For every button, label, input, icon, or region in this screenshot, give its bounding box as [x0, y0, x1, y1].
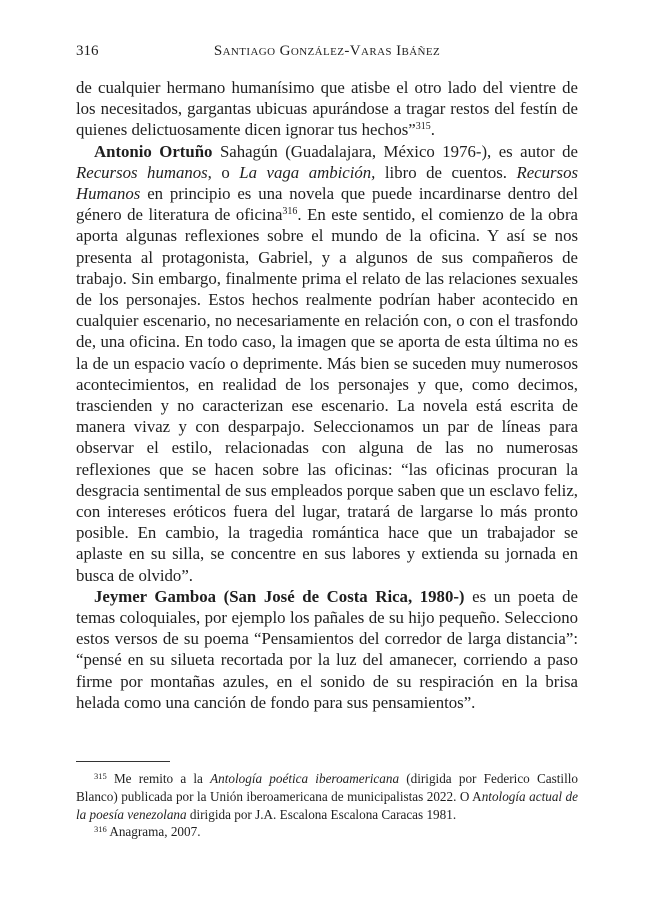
book-title: Recursos Humanos — [76, 162, 578, 204]
paragraph-text: . — [430, 120, 435, 140]
footnote-text: dirigida por J.A. Escalona Escalona Caracas 1981. — [186, 806, 457, 822]
footnote-text: (dirigida por Federico Castillo Blanco) publicada por la Unión iberoamericana de municipalistas 2022. O A — [76, 771, 578, 804]
footnote-divider — [76, 761, 170, 762]
paragraph-text: libro de cuentos. — [375, 162, 517, 182]
paragraph-text: de cualquier hermano humanísimo que atisbe el otro lado del vientre de los necesitados, gargantas ubicuas apurándose a tragar restos del festín de quienes delictuosamente dicen ignorar tus hechos” — [76, 78, 578, 140]
footnote-315 — [76, 770, 578, 823]
footnote-title: ntología actual de la poesía venezolana — [76, 788, 579, 822]
footnote-text: Me remito a la — [106, 771, 211, 786]
footnote-ref-315[interactable]: 315 — [415, 121, 431, 133]
running-head — [76, 41, 578, 61]
paragraph-text: es un poeta de temas coloquiales, por ejemplo los pañales de su hijo pequeño. Selecciono estos versos de su poema “Pensamientos del corredor de larga distancia”: “pensé en su silueta recortada por la luz del amanecer, corriendo a paso firme por montañas azules, en el sonido de su respiración en la brisa helada como una canción de fondo para sus pensamientos”. — [76, 586, 578, 712]
author-lead: Jeymer Gamboa (San José de Costa Rica, 1980-) — [94, 586, 465, 606]
book-title: Recursos humanos — [76, 162, 208, 182]
footnote-number: 315 — [94, 771, 107, 781]
footnote-text: Anagrama, 2007. — [106, 824, 201, 840]
footnote-316 — [76, 823, 578, 841]
footnote-number: 316 — [94, 824, 107, 835]
author-name: Antonio Ortuño — [94, 141, 213, 161]
paragraph-ortuno — [76, 141, 578, 586]
body-text — [76, 77, 578, 713]
paragraph-text: , o — [207, 162, 240, 182]
paragraph-continuation — [76, 77, 578, 141]
footnote-ref-316[interactable]: 316 — [282, 206, 298, 218]
paragraph-text: en principio es una novela que puede incardinarse dentro del género de literatura de oficina — [76, 184, 578, 225]
paragraph-gamboa — [76, 586, 578, 713]
footnotes — [76, 770, 578, 841]
running-title: Santiago González-Varas Ibáñez — [213, 43, 441, 59]
paragraph-text: Sahagún (Guadalajara, México 1976-), es autor de — [212, 141, 578, 161]
paragraph-text: . En este sentido, el comienzo de la obra aporta algunas reflexiones sobre el mundo de la oficina. Y así se nos presenta al protagonista, Gabriel, y a algunos de sus compañeros de trabajo. Sin embargo, finalmente prima el relato de las relaciones sexuales de los personajes. Estos hechos realmente podrían haber acontecido en cualquier escenario, no necesariamente en relación con, o con el trasfondo de, una oficina. En todo caso, la imagen que se aporta de esta última no es la de un espacio vacío o deprimente. Más bien se suceden muy numerosos acontecimientos, en realidad de los personajes y que, como decimos, trascienden y no caracterizan ese escenario. La novela está escrita de manera vivaz y con desparpajo. Seleccionamos un par de líneas para observar el estilo, relacionadas con alguna de las no numerosas reflexiones que se hacen sobre las oficinas: “las oficinas procuran la desgracia sentimental de sus empleados porque saben que un esclavo feliz, con intereses eróticos fuera del lugar, tratará de largarse lo más pronto posible. En cambio, la tragedia romántica hace que un trabajador se aplaste en su silla, se concentre en sus labores y extienda su jornada en busca de olvido”. — [76, 205, 578, 585]
book-title: La vaga ambición, — [239, 162, 376, 182]
footnote-title: Antología poética iberoamericana — [210, 771, 400, 786]
page-number: 316 — [76, 43, 99, 59]
